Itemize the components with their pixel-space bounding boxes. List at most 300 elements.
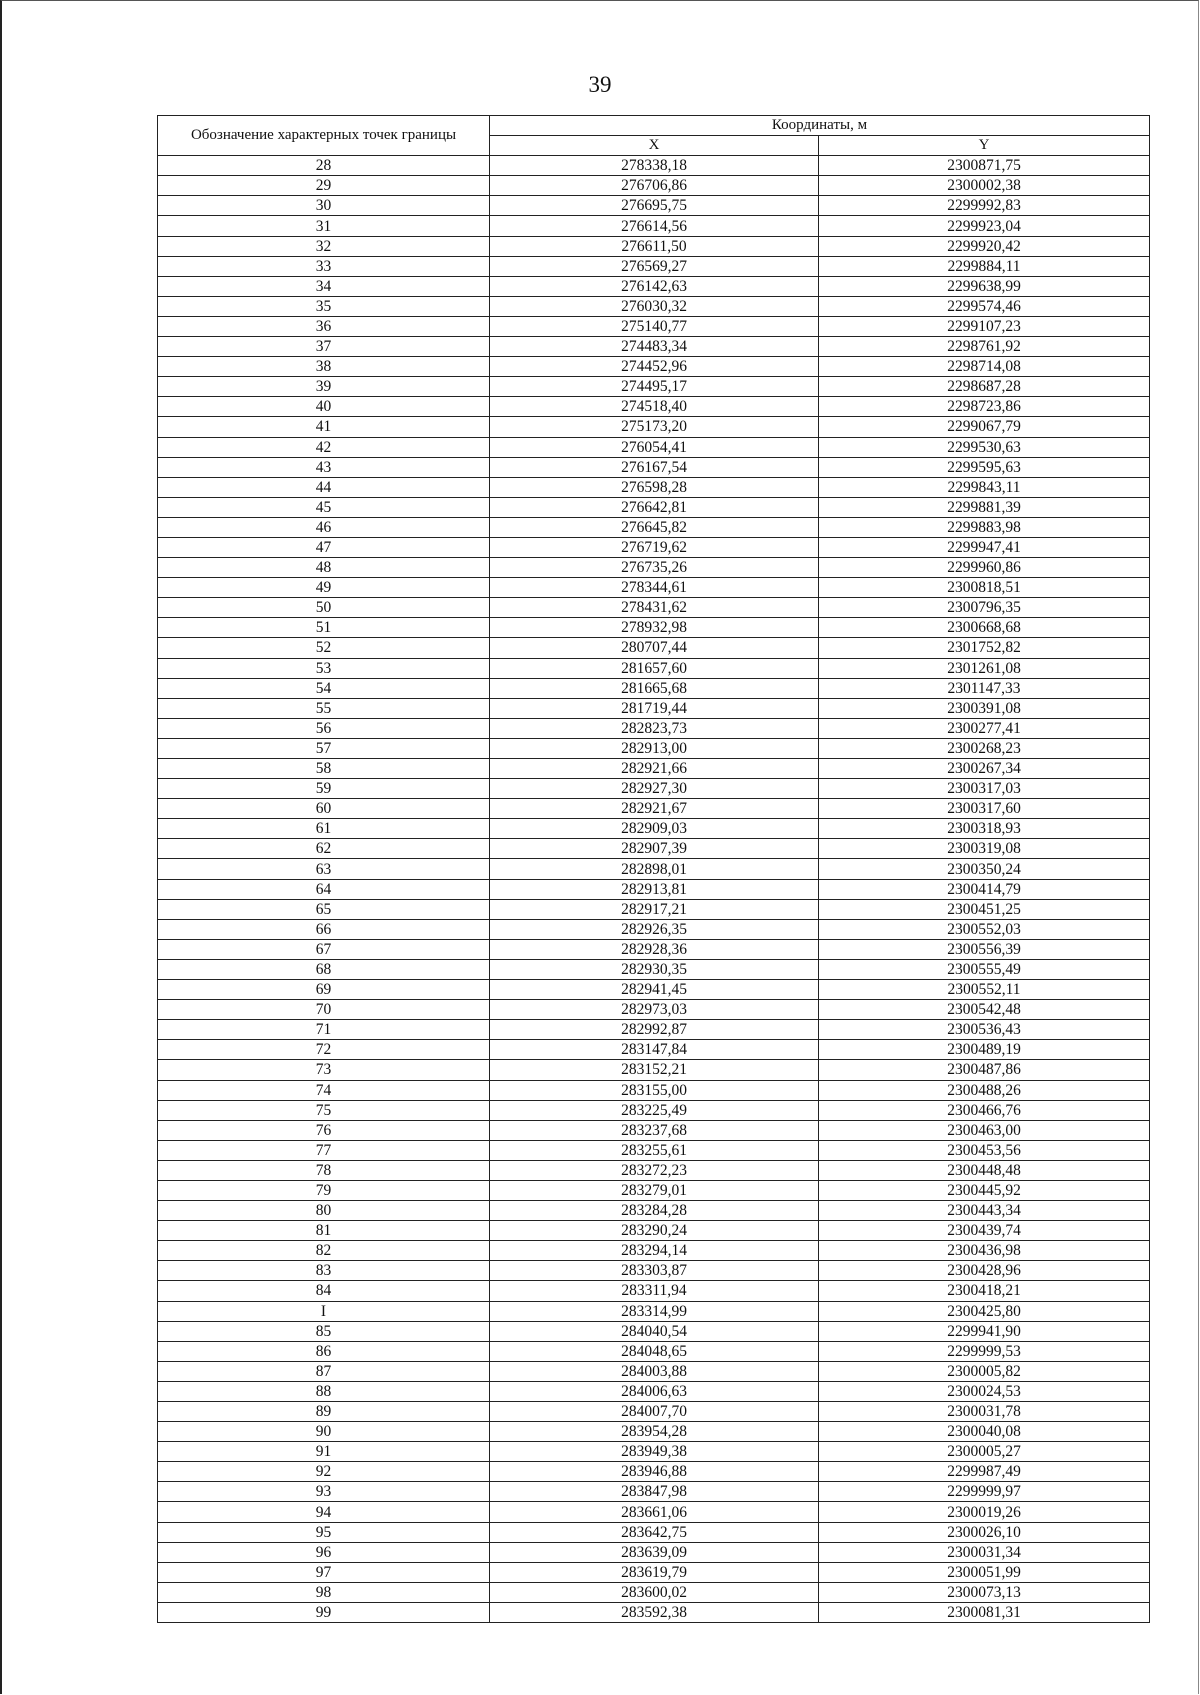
point-id-cell: 90 [158,1422,490,1442]
table-row [158,598,1150,618]
y-coordinate-cell: 2301752,82 [819,638,1150,658]
x-coordinate-cell: 283592,38 [490,1602,819,1622]
y-coordinate-cell: 2300448,48 [819,1160,1150,1180]
table-row [158,578,1150,598]
table-row [158,1542,1150,1562]
y-coordinate-cell: 2300418,21 [819,1281,1150,1301]
table-row [158,276,1150,296]
x-coordinate-cell: 282921,67 [490,799,819,819]
table-row [158,1160,1150,1180]
point-id-cell: 34 [158,276,490,296]
point-id-cell: 31 [158,216,490,236]
x-coordinate-cell: 283661,06 [490,1502,819,1522]
table-row [158,1080,1150,1100]
x-coordinate-cell: 274495,17 [490,377,819,397]
y-coordinate-cell: 2300487,86 [819,1060,1150,1080]
table-row [158,1442,1150,1462]
x-coordinate-cell: 282907,39 [490,839,819,859]
table-row [158,1241,1150,1261]
table-row [158,859,1150,879]
point-id-cell: 60 [158,799,490,819]
table-row [158,939,1150,959]
point-id-cell: 67 [158,939,490,959]
x-coordinate-cell: 276167,54 [490,457,819,477]
y-coordinate-cell: 2300277,41 [819,718,1150,738]
point-id-cell: 42 [158,437,490,457]
y-coordinate-cell: 2300445,92 [819,1180,1150,1200]
point-id-cell: 55 [158,698,490,718]
x-coordinate-cell: 278344,61 [490,578,819,598]
point-id-cell: 97 [158,1562,490,1582]
x-coordinate-cell: 276614,56 [490,216,819,236]
point-id-cell: 68 [158,959,490,979]
table-row [158,980,1150,1000]
table-row [158,799,1150,819]
table-row [158,437,1150,457]
table-row [158,1221,1150,1241]
x-coordinate-cell: 278338,18 [490,156,819,176]
point-designation-header: Обозначение характерных точек границы [158,116,490,156]
y-coordinate-cell: 2300556,39 [819,939,1150,959]
y-coordinate-cell: 2300024,53 [819,1381,1150,1401]
table-row [158,879,1150,899]
point-id-cell: 30 [158,196,490,216]
x-coordinate-cell: 282913,81 [490,879,819,899]
x-coordinate-cell: 282930,35 [490,959,819,979]
y-coordinate-cell: 2300439,74 [819,1221,1150,1241]
y-coordinate-cell: 2299530,63 [819,437,1150,457]
y-coordinate-cell: 2301261,08 [819,658,1150,678]
table-row [158,397,1150,417]
y-coordinate-cell: 2300425,80 [819,1301,1150,1321]
table-row [158,1381,1150,1401]
table-row [158,1482,1150,1502]
table-row [158,417,1150,437]
y-coordinate-cell: 2300019,26 [819,1502,1150,1522]
point-id-cell: 86 [158,1341,490,1361]
point-id-cell: 80 [158,1201,490,1221]
y-coordinate-cell: 2300871,75 [819,156,1150,176]
x-coordinate-cell: 283147,84 [490,1040,819,1060]
table-row [158,1120,1150,1140]
coordinates-table [157,115,1150,1623]
x-coordinate-cell: 275140,77 [490,316,819,336]
point-id-cell: 98 [158,1582,490,1602]
point-id-cell: 38 [158,357,490,377]
x-coordinate-cell: 278932,98 [490,618,819,638]
y-coordinate-cell: 2300796,35 [819,598,1150,618]
y-coordinate-cell: 2300268,23 [819,738,1150,758]
point-id-cell: 78 [158,1160,490,1180]
point-id-cell: 89 [158,1402,490,1422]
x-coordinate-cell: 284003,88 [490,1361,819,1381]
y-coordinate-cell: 2300818,51 [819,578,1150,598]
y-coordinate-cell: 2300552,03 [819,919,1150,939]
y-coordinate-cell: 2299067,79 [819,417,1150,437]
x-coordinate-cell: 283600,02 [490,1582,819,1602]
y-coordinate-cell: 2300005,82 [819,1361,1150,1381]
point-id-cell: 92 [158,1462,490,1482]
x-coordinate-cell: 284040,54 [490,1321,819,1341]
x-coordinate-cell: 284007,70 [490,1402,819,1422]
table-row [158,1462,1150,1482]
point-id-cell: 54 [158,678,490,698]
point-id-cell: 47 [158,537,490,557]
table-row [158,1000,1150,1020]
table-row [158,377,1150,397]
x-coordinate-cell: 280707,44 [490,638,819,658]
table-row [158,819,1150,839]
table-row [158,738,1150,758]
point-id-cell: 62 [158,839,490,859]
y-coordinate-cell: 2300443,34 [819,1201,1150,1221]
table-row [158,1602,1150,1622]
table-header [158,116,1150,156]
table-row [158,1402,1150,1422]
x-coordinate-cell: 281657,60 [490,658,819,678]
table-row [158,236,1150,256]
y-coordinate-cell: 2300319,08 [819,839,1150,859]
x-coordinate-cell: 282898,01 [490,859,819,879]
table-row [158,1502,1150,1522]
table-row [158,959,1150,979]
coordinates-group-header: Координаты, м [490,116,1150,136]
point-id-cell: 41 [158,417,490,437]
y-coordinate-cell: 2298687,28 [819,377,1150,397]
point-id-cell: 40 [158,397,490,417]
table-row [158,1422,1150,1442]
point-id-cell: I [158,1301,490,1321]
table-row [158,1140,1150,1160]
point-id-cell: 75 [158,1100,490,1120]
x-coordinate-cell: 274483,34 [490,337,819,357]
table-row [158,176,1150,196]
table-row [158,759,1150,779]
x-coordinate-cell: 283619,79 [490,1562,819,1582]
point-id-cell: 28 [158,156,490,176]
y-coordinate-cell: 2298723,86 [819,397,1150,417]
x-coordinate-cell: 276598,28 [490,477,819,497]
x-coordinate-cell: 283225,49 [490,1100,819,1120]
y-coordinate-cell: 2299574,46 [819,296,1150,316]
y-coordinate-cell: 2300542,48 [819,1000,1150,1020]
y-coordinate-cell: 2299947,41 [819,537,1150,557]
table-row [158,316,1150,336]
x-coordinate-cell: 276706,86 [490,176,819,196]
x-coordinate-cell: 276569,27 [490,256,819,276]
table-row [158,1281,1150,1301]
y-coordinate-cell: 2300031,34 [819,1542,1150,1562]
y-coordinate-cell: 2299638,99 [819,276,1150,296]
point-id-cell: 65 [158,899,490,919]
point-id-cell: 49 [158,578,490,598]
x-coordinate-cell: 276142,63 [490,276,819,296]
table-row [158,1180,1150,1200]
point-id-cell: 59 [158,779,490,799]
table-row [158,1301,1150,1321]
point-id-cell: 48 [158,558,490,578]
x-coordinate-cell: 276642,81 [490,497,819,517]
x-coordinate-cell: 283954,28 [490,1422,819,1442]
y-coordinate-cell: 2300081,31 [819,1602,1150,1622]
y-coordinate-cell: 2298714,08 [819,357,1150,377]
x-coordinate-cell: 278431,62 [490,598,819,618]
table-row [158,919,1150,939]
point-id-cell: 35 [158,296,490,316]
y-coordinate-cell: 2300267,34 [819,759,1150,779]
y-coordinate-cell: 2300668,68 [819,618,1150,638]
table-row [158,638,1150,658]
table-row [158,337,1150,357]
table-row [158,256,1150,276]
table-row [158,1261,1150,1281]
y-coordinate-cell: 2300391,08 [819,698,1150,718]
table-row [158,839,1150,859]
y-coordinate-cell: 2299920,42 [819,236,1150,256]
point-id-cell: 94 [158,1502,490,1522]
y-coordinate-cell: 2300051,99 [819,1562,1150,1582]
point-id-cell: 95 [158,1522,490,1542]
x-coordinate-cell: 282928,36 [490,939,819,959]
table-row [158,517,1150,537]
x-coordinate-cell: 282909,03 [490,819,819,839]
table-row [158,658,1150,678]
x-coordinate-cell: 276611,50 [490,236,819,256]
y-coordinate-cell: 2300552,11 [819,980,1150,1000]
point-id-cell: 46 [158,517,490,537]
x-coordinate-cell: 283290,24 [490,1221,819,1241]
x-coordinate-cell: 283847,98 [490,1482,819,1502]
table-row [158,1582,1150,1602]
y-coordinate-cell: 2300317,03 [819,779,1150,799]
x-coordinate-cell: 282917,21 [490,899,819,919]
point-id-cell: 76 [158,1120,490,1140]
point-id-cell: 99 [158,1602,490,1622]
x-coordinate-cell: 283155,00 [490,1080,819,1100]
point-id-cell: 37 [158,337,490,357]
table-row [158,678,1150,698]
point-id-cell: 82 [158,1241,490,1261]
point-id-cell: 64 [158,879,490,899]
point-id-cell: 39 [158,377,490,397]
table-row [158,1020,1150,1040]
table-row [158,1060,1150,1080]
table-row [158,1321,1150,1341]
y-coordinate-cell: 2300488,26 [819,1080,1150,1100]
table-row [158,477,1150,497]
point-id-cell: 93 [158,1482,490,1502]
point-id-cell: 71 [158,1020,490,1040]
y-coordinate-cell: 2300536,43 [819,1020,1150,1040]
x-coordinate-cell: 282927,30 [490,779,819,799]
point-id-cell: 74 [158,1080,490,1100]
y-coordinate-cell: 2300002,38 [819,176,1150,196]
x-coordinate-cell: 284048,65 [490,1341,819,1361]
x-coordinate-cell: 282926,35 [490,919,819,939]
point-id-cell: 33 [158,256,490,276]
x-coordinate-cell: 283284,28 [490,1201,819,1221]
x-coordinate-cell: 276735,26 [490,558,819,578]
y-coordinate-cell: 2299923,04 [819,216,1150,236]
y-coordinate-cell: 2300428,96 [819,1261,1150,1281]
point-id-cell: 85 [158,1321,490,1341]
table-row [158,1522,1150,1542]
page-number: 39 [588,72,612,97]
point-id-cell: 77 [158,1140,490,1160]
point-id-cell: 56 [158,718,490,738]
x-coordinate-cell: 283303,87 [490,1261,819,1281]
y-coordinate-cell: 2299999,97 [819,1482,1150,1502]
point-id-cell: 52 [158,638,490,658]
y-column-header: Y [819,136,1150,156]
x-coordinate-cell: 276719,62 [490,537,819,557]
point-id-cell: 88 [158,1381,490,1401]
point-id-cell: 32 [158,236,490,256]
table-row [158,216,1150,236]
y-coordinate-cell: 2300463,00 [819,1120,1150,1140]
point-id-cell: 51 [158,618,490,638]
point-id-cell: 50 [158,598,490,618]
x-coordinate-cell: 276030,32 [490,296,819,316]
x-coordinate-cell: 282973,03 [490,1000,819,1020]
y-coordinate-cell: 2300005,27 [819,1442,1150,1462]
y-coordinate-cell: 2299881,39 [819,497,1150,517]
x-coordinate-cell: 282913,00 [490,738,819,758]
y-coordinate-cell: 2300026,10 [819,1522,1150,1542]
x-column-header: X [490,136,819,156]
table-row [158,1100,1150,1120]
point-id-cell: 57 [158,738,490,758]
point-id-cell: 53 [158,658,490,678]
table-row [158,296,1150,316]
x-coordinate-cell: 283294,14 [490,1241,819,1261]
y-coordinate-cell: 2299107,23 [819,316,1150,336]
y-coordinate-cell: 2299595,63 [819,457,1150,477]
x-coordinate-cell: 282823,73 [490,718,819,738]
x-coordinate-cell: 283279,01 [490,1180,819,1200]
x-coordinate-cell: 282941,45 [490,980,819,1000]
y-coordinate-cell: 2300318,93 [819,819,1150,839]
y-coordinate-cell: 2300436,98 [819,1241,1150,1261]
table-row [158,698,1150,718]
y-coordinate-cell: 2299992,83 [819,196,1150,216]
point-id-cell: 29 [158,176,490,196]
point-id-cell: 44 [158,477,490,497]
point-id-cell: 81 [158,1221,490,1241]
x-coordinate-cell: 274452,96 [490,357,819,377]
y-coordinate-cell: 2300031,78 [819,1402,1150,1422]
point-id-cell: 87 [158,1361,490,1381]
y-coordinate-cell: 2299883,98 [819,517,1150,537]
x-coordinate-cell: 282992,87 [490,1020,819,1040]
x-coordinate-cell: 281719,44 [490,698,819,718]
table-row [158,718,1150,738]
x-coordinate-cell: 283311,94 [490,1281,819,1301]
point-id-cell: 63 [158,859,490,879]
table-row [158,537,1150,557]
table-row [158,618,1150,638]
x-coordinate-cell: 283272,23 [490,1160,819,1180]
x-coordinate-cell: 284006,63 [490,1381,819,1401]
table-row [158,357,1150,377]
table-row [158,899,1150,919]
y-coordinate-cell: 2301147,33 [819,678,1150,698]
y-coordinate-cell: 2298761,92 [819,337,1150,357]
x-coordinate-cell: 283152,21 [490,1060,819,1080]
point-id-cell: 72 [158,1040,490,1060]
x-coordinate-cell: 283949,38 [490,1442,819,1462]
point-id-cell: 69 [158,980,490,1000]
table-row [158,196,1150,216]
table-row [158,1562,1150,1582]
point-id-cell: 36 [158,316,490,336]
point-id-cell: 79 [158,1180,490,1200]
y-coordinate-cell: 2300466,76 [819,1100,1150,1120]
x-coordinate-cell: 276695,75 [490,196,819,216]
y-coordinate-cell: 2299843,11 [819,477,1150,497]
table-row [158,156,1150,176]
y-coordinate-cell: 2300317,60 [819,799,1150,819]
point-id-cell: 61 [158,819,490,839]
x-coordinate-cell: 282921,66 [490,759,819,779]
x-coordinate-cell: 281665,68 [490,678,819,698]
y-coordinate-cell: 2300555,49 [819,959,1150,979]
table-row [158,1040,1150,1060]
y-coordinate-cell: 2300489,19 [819,1040,1150,1060]
table-row [158,497,1150,517]
y-coordinate-cell: 2299960,86 [819,558,1150,578]
y-coordinate-cell: 2300350,24 [819,859,1150,879]
point-id-cell: 96 [158,1542,490,1562]
point-id-cell: 66 [158,919,490,939]
y-coordinate-cell: 2299999,53 [819,1341,1150,1361]
point-id-cell: 58 [158,759,490,779]
x-coordinate-cell: 283314,99 [490,1301,819,1321]
y-coordinate-cell: 2300451,25 [819,899,1150,919]
y-coordinate-cell: 2300040,08 [819,1422,1150,1442]
y-coordinate-cell: 2299884,11 [819,256,1150,276]
table-row [158,558,1150,578]
table-row [158,779,1150,799]
y-coordinate-cell: 2299987,49 [819,1462,1150,1482]
table-row [158,1361,1150,1381]
point-id-cell: 83 [158,1261,490,1281]
point-id-cell: 84 [158,1281,490,1301]
x-coordinate-cell: 283255,61 [490,1140,819,1160]
x-coordinate-cell: 283642,75 [490,1522,819,1542]
point-id-cell: 91 [158,1442,490,1462]
x-coordinate-cell: 283946,88 [490,1462,819,1482]
y-coordinate-cell: 2300453,56 [819,1140,1150,1160]
table-body [158,156,1150,1623]
y-coordinate-cell: 2300414,79 [819,879,1150,899]
point-id-cell: 45 [158,497,490,517]
x-coordinate-cell: 274518,40 [490,397,819,417]
point-id-cell: 43 [158,457,490,477]
table-row [158,1201,1150,1221]
table-row [158,457,1150,477]
x-coordinate-cell: 283237,68 [490,1120,819,1140]
point-id-cell: 70 [158,1000,490,1020]
y-coordinate-cell: 2300073,13 [819,1582,1150,1602]
x-coordinate-cell: 276054,41 [490,437,819,457]
point-id-cell: 73 [158,1060,490,1080]
table-row [158,1341,1150,1361]
x-coordinate-cell: 276645,82 [490,517,819,537]
x-coordinate-cell: 283639,09 [490,1542,819,1562]
x-coordinate-cell: 275173,20 [490,417,819,437]
y-coordinate-cell: 2299941,90 [819,1321,1150,1341]
